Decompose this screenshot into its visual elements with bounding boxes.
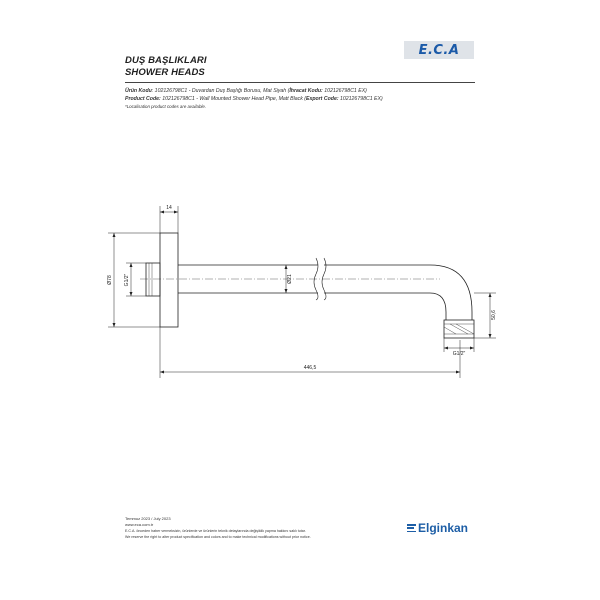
- localisation-note: *Localisation product codes are available.: [125, 104, 207, 109]
- dim-label-left-outer: Ø78: [107, 275, 113, 285]
- export-code-en-label: Export Code:: [305, 96, 339, 102]
- dim-label-pipe: Ø21: [287, 274, 293, 284]
- dim-label-length: 446,5: [303, 365, 317, 371]
- elginkan-mark-icon: [407, 524, 416, 533]
- wall-flange: [160, 233, 178, 327]
- eca-logo-text: E.C.A: [418, 42, 460, 58]
- product-code-en-label: Product Code:: [125, 96, 161, 102]
- title-english: SHOWER HEADS: [125, 67, 205, 78]
- export-code-tr-label: İhracat Kodu:: [289, 88, 323, 94]
- dim-label-outlet: G1/2": [452, 351, 466, 357]
- product-code-en-text: 102126798C1 - Wall Mounted Shower Head Pipe, Matt Black (: [160, 96, 306, 102]
- product-code-tr-label: Ürün Kodu: [125, 88, 152, 94]
- inlet-thread: [146, 263, 160, 296]
- footer-disclaimer-en: We reserve the right to alter product specification and colors and to make technical modifications without prior notice.: [125, 535, 311, 539]
- dim-label-left-inner: G1/2": [124, 273, 130, 287]
- export-code-tr-value: 102126798C1 EX): [322, 88, 367, 94]
- footer-date: Temmuz 2023 / July 2023: [125, 516, 171, 521]
- title-turkish: DUŞ BAŞLIKLARI: [125, 55, 207, 66]
- elginkan-logo-text: Elginkan: [418, 521, 469, 535]
- dim-label-drop: 50,6: [491, 310, 497, 320]
- dim-label-top: 14: [166, 205, 172, 211]
- footer-disclaimer-tr: E.C.A. önceden haber vermeksizin, ürünlerde ve ürünlerin teknik detaylarında değişiklik yapma hakkını saklı tutar.: [125, 529, 306, 533]
- dimension-outlet: [444, 338, 474, 352]
- elginkan-logo: [407, 521, 468, 535]
- export-code-en-value: 102126798C1 EX): [338, 96, 383, 102]
- product-code-tr-text: : 102126798C1 - Duvardan Duş Başlığı Borusu, Mat Siyah (: [151, 88, 290, 94]
- footer-website: www.eca.com.tr: [125, 522, 154, 527]
